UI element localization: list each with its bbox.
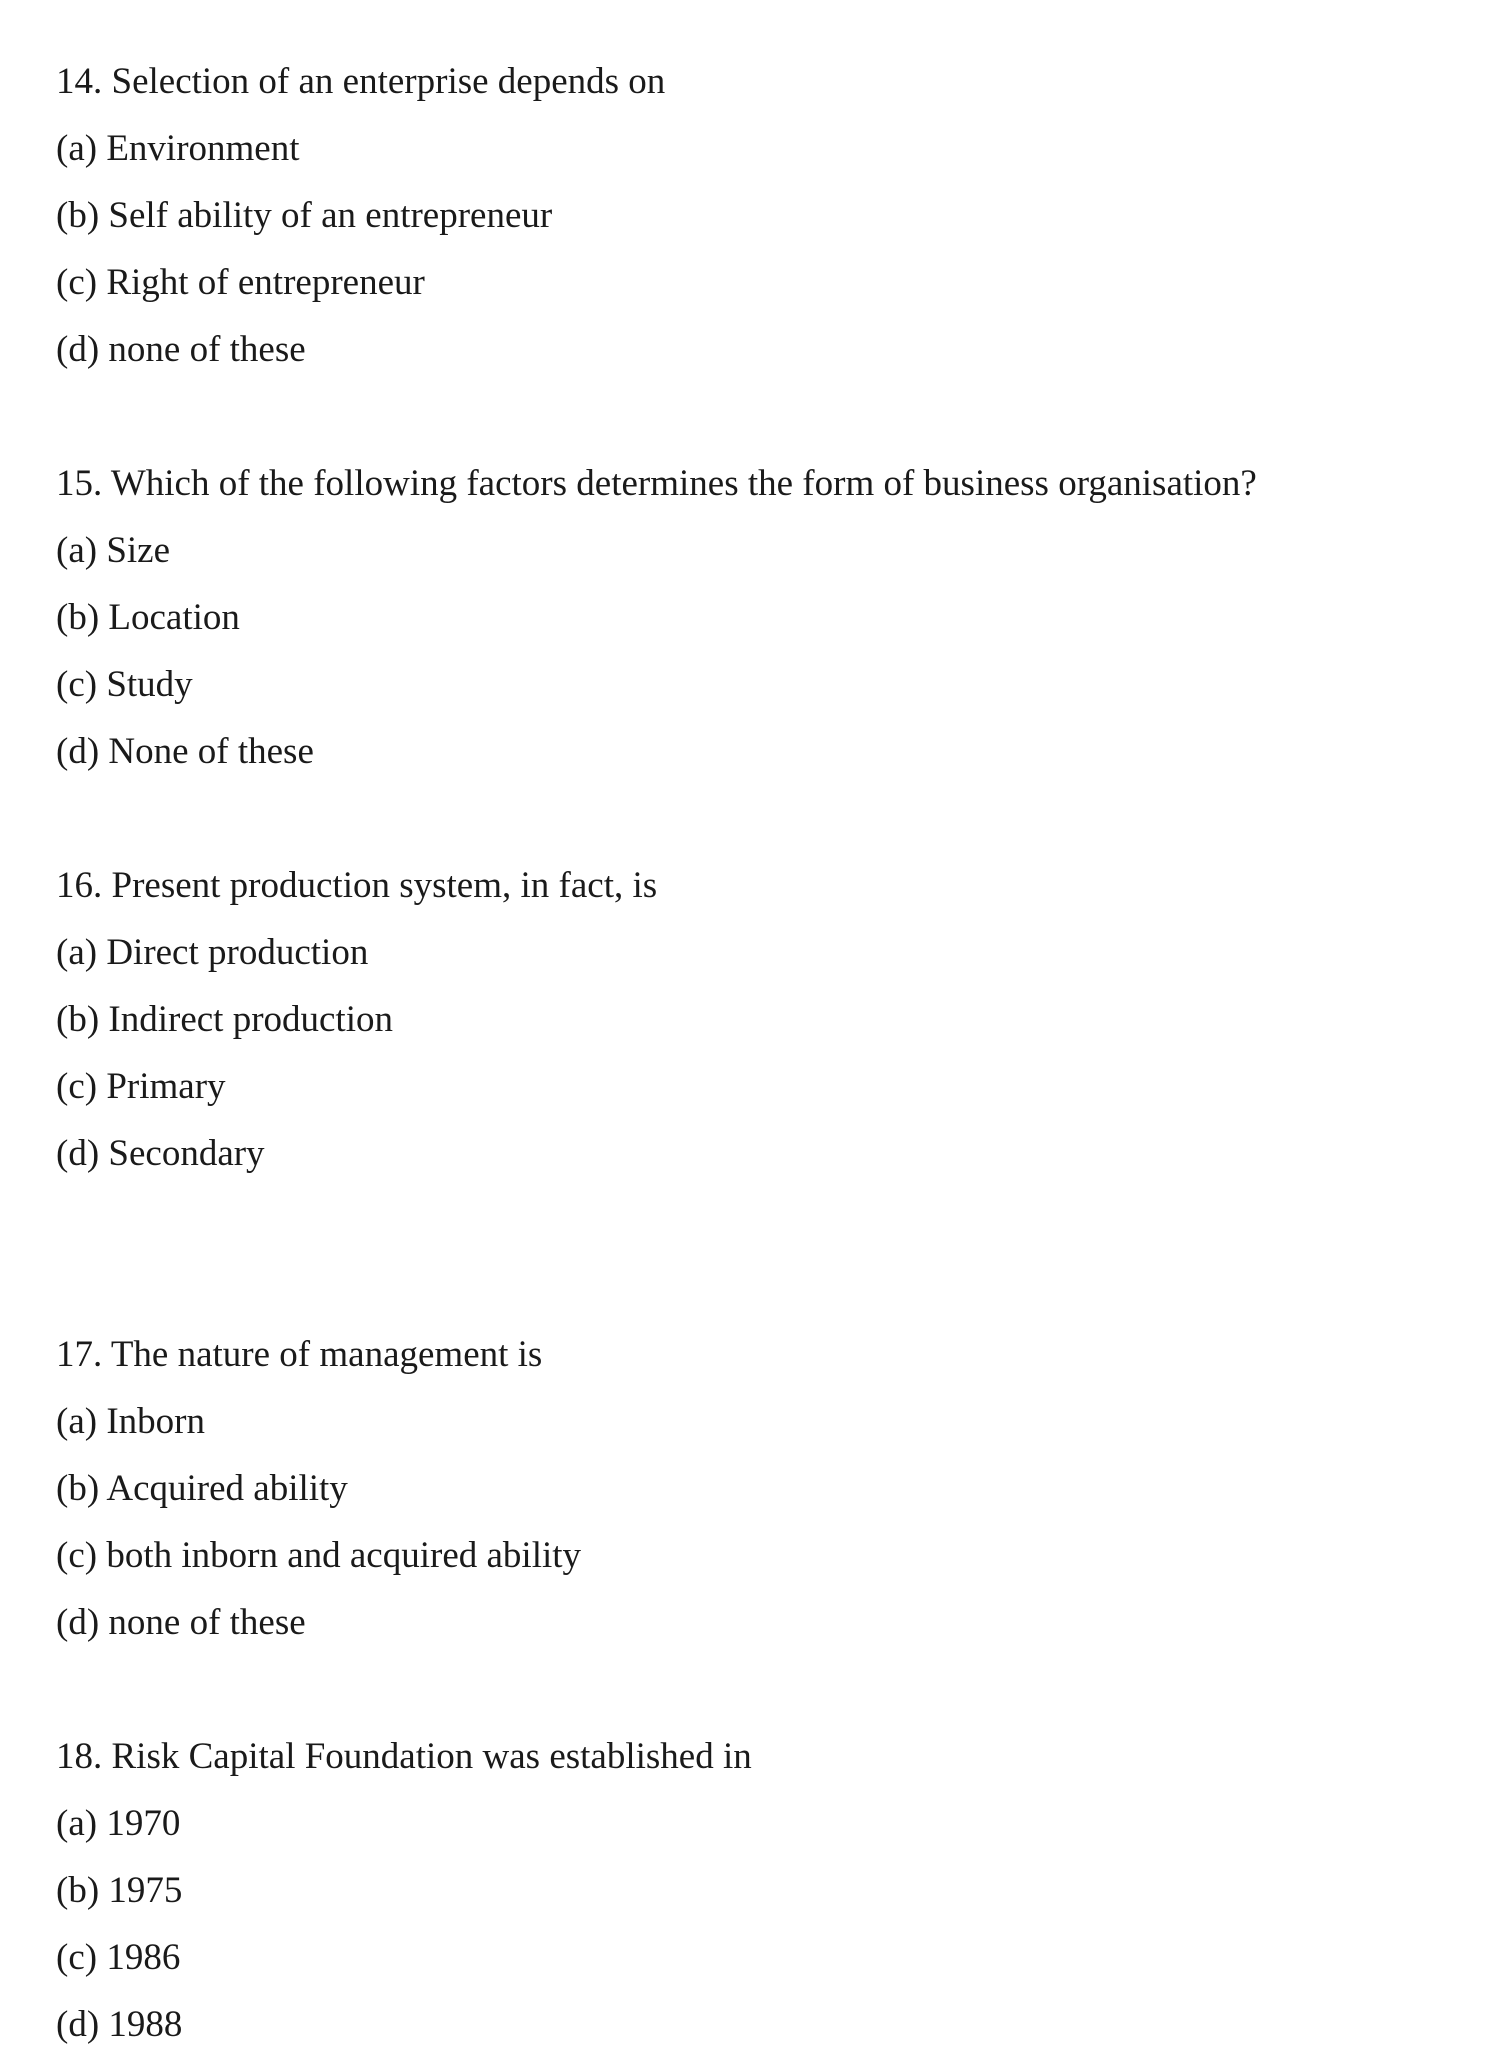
answer-option-c: (c) both inborn and acquired ability: [56, 1535, 582, 1576]
question-stem: 18. Risk Capital Foundation was established in: [56, 1736, 752, 1777]
answer-option-b: (b) Acquired ability: [56, 1468, 348, 1509]
answer-option-c: (c) Primary: [56, 1066, 226, 1107]
question-15: [56, 450, 1465, 785]
answer-option-c: (c) Study: [56, 664, 193, 705]
answer-option-b: (b) Location: [56, 597, 240, 638]
answer-option-a: (a) 1970: [56, 1803, 181, 1844]
question-16: [56, 852, 1465, 1187]
document-page: [56, 48, 1465, 2058]
question-14: [56, 48, 1465, 383]
question-stem: 16. Present production system, in fact, is: [56, 865, 658, 906]
answer-option-c: (c) Right of entrepreneur: [56, 262, 425, 303]
question-stem: 17. The nature of management is: [56, 1334, 543, 1375]
question-17: [56, 1321, 1465, 1656]
answer-option-b: (b) 1975: [56, 1870, 183, 1911]
answer-option-a: (a) Size: [56, 530, 171, 571]
question-stem: 14. Selection of an enterprise depends on: [56, 61, 666, 102]
question-spacer: [56, 383, 1465, 450]
answer-option-b: (b) Self ability of an entrepreneur: [56, 195, 553, 236]
answer-option-d: (d) none of these: [56, 329, 306, 370]
answer-option-d: (d) none of these: [56, 1602, 306, 1643]
answer-option-b: (b) Indirect production: [56, 999, 393, 1040]
question-spacer: [56, 785, 1465, 852]
answer-option-a: (a) Direct production: [56, 932, 369, 973]
answer-option-d: (d) Secondary: [56, 1133, 265, 1174]
answer-option-d: (d) 1988: [56, 2004, 183, 2045]
question-spacer: [56, 1187, 1465, 1321]
answer-option-c: (c) 1986: [56, 1937, 181, 1978]
question-stem: 15. Which of the following factors determines the form of business organisation?: [56, 463, 1257, 504]
answer-option-a: (a) Environment: [56, 128, 300, 169]
answer-option-d: (d) None of these: [56, 731, 314, 772]
question-spacer: [56, 1656, 1465, 1723]
question-18: [56, 1723, 1465, 2058]
answer-option-a: (a) Inborn: [56, 1401, 205, 1442]
